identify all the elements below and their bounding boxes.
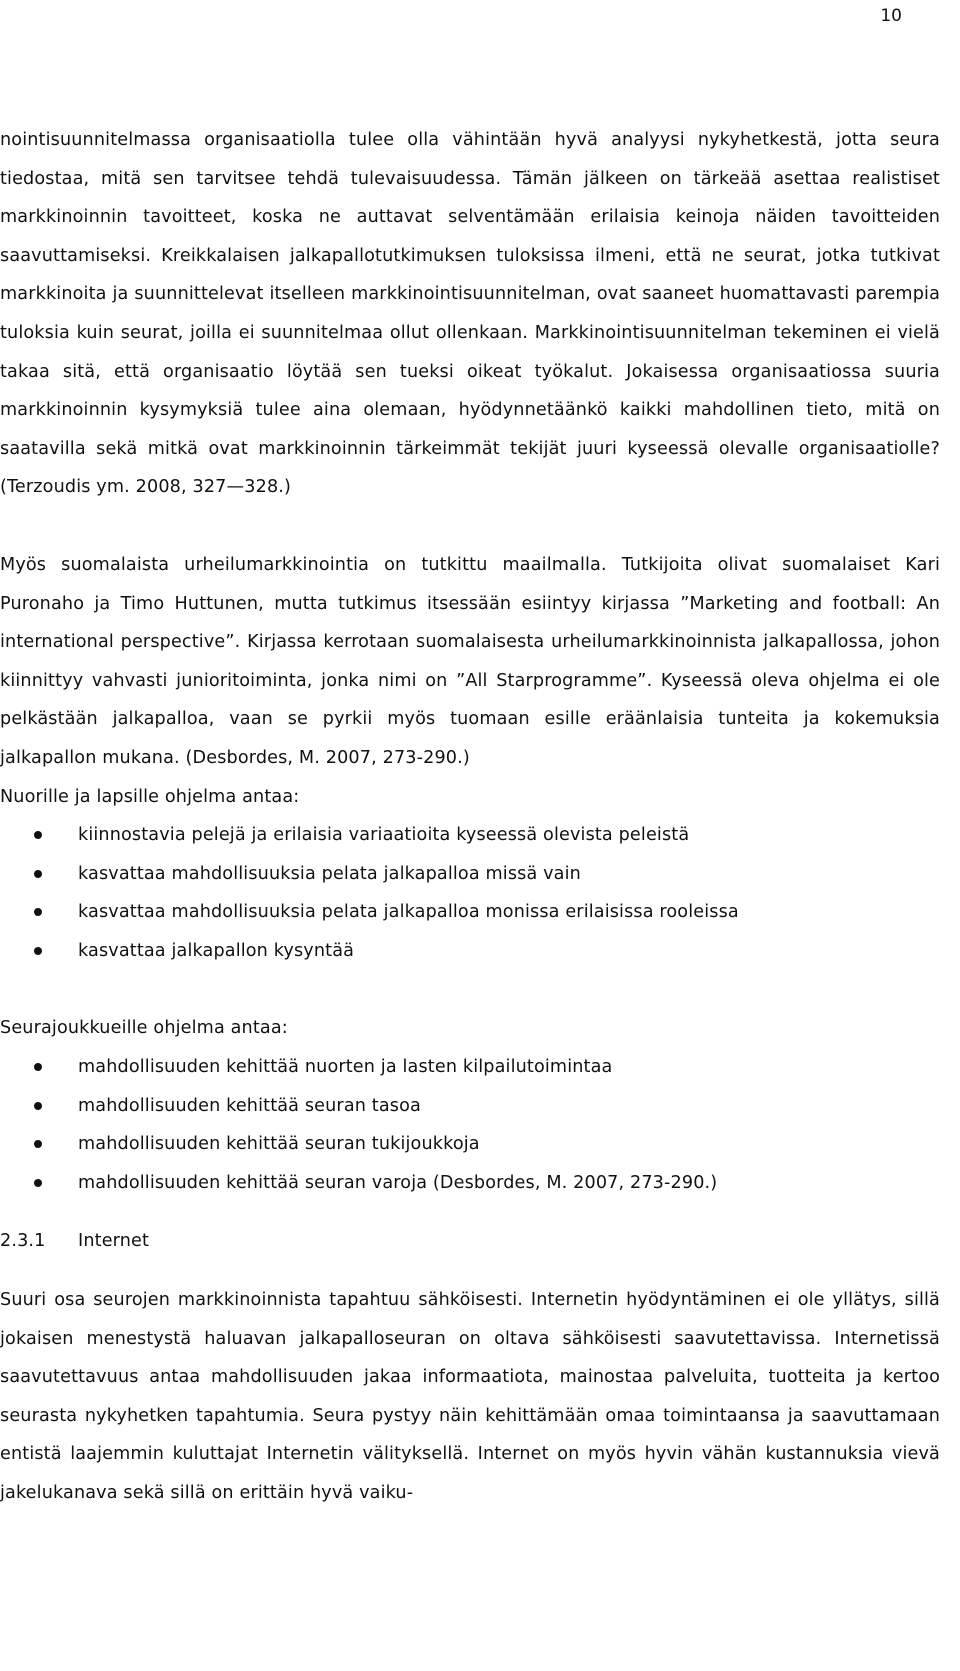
section-number: 2.3.1 [0, 1231, 46, 1252]
youth-benefits-list [0, 816, 940, 970]
document-body [0, 121, 940, 1513]
section-heading [0, 1222, 940, 1261]
list-item-text: mahdollisuuden kehittää seuran tukijoukkoja [78, 1134, 480, 1155]
list-item [0, 932, 940, 971]
bullet-icon [34, 1140, 42, 1148]
paragraph-spacer [0, 1202, 940, 1222]
list-intro-clubs: Seurajoukkueille ohjelma antaa: [0, 1018, 288, 1039]
list-item-text: kasvattaa jalkapallon kysyntää [78, 940, 355, 961]
bullet-icon [34, 870, 42, 878]
paragraph-spacer [0, 1261, 940, 1281]
list-item-text: kasvattaa mahdollisuuksia pelata jalkapalloa missä vain [78, 863, 581, 884]
paragraph-marketing-plan: nointisuunnitelmassa organisaatiolla tulee olla vähintään hyvä analyysi nykyhetkestä, jotta seura tiedostaa, mitä sen tarvitsee tehdä tulevaisuudessa. Tämän jälkeen on tärkeää asettaa realistiset markkinoinnin tavoitteet, koska ne auttavat selventämään erilaisia keinoja näiden tavoitteiden saavuttamiseksi. Kreikkalaisen jalkapallotutkimuksen tuloksissa ilmeni, että ne seurat, jotka tutkivat markkinoita ja suunnittelevat itselleen markkinointisuunnitelman, ovat saaneet huomattavasti parempia tuloksia kuin seurat, joilla ei suunnitelmaa ollut ollenkaan. Markkinointisuunnitelman tekeminen ei vielä takaa sitä, että organisaatio löytää sen tueksi oikeat työkalut. Jokaisessa organisaatiossa suuria markkinoinnin kysymyksiä tulee aina olemaan, hyödynnetäänkö kaikki mahdollinen tieto, mitä on saatavilla sekä mitkä ovat markkinoinnin tärkeimmät tekijät juuri kyseessä olevalle organisaatiolle?(Terzoudis ym. 2008, 327—328.) [0, 130, 940, 498]
paragraph-spacer [0, 507, 940, 546]
list-item [0, 1087, 940, 1126]
list-item-text: mahdollisuuden kehittää seuran varoja (Desbordes, M. 2007, 273-290.) [78, 1172, 718, 1193]
list-item [0, 1164, 940, 1203]
list-item [0, 1125, 940, 1164]
paragraph-finnish-marketing: Myös suomalaista urheilumarkkinointia on tutkittu maailmalla. Tutkijoita olivat suomalaiset Kari Puronaho ja Timo Huttunen, mutta tutkimus itsessään esiintyy kirjassa ”Marketing and football: An international perspective”. Kirjassa kerrotaan suomalaisesta urheilumarkkinoinnista jalkapallossa, johon kiinnittyy vahvasti junioritoiminta, jonka nimi on ”All Starprogramme”. Kyseessä oleva ohjelma ei ole pelkästään jalkapalloa, vaan se pyrkii myös tuomaan esille eräänlaisia tunteita ja kokemuksia jalkapallon mukana. (Desbordes, M. 2007, 273-290.) [0, 554, 940, 768]
page-number: 10 [880, 6, 902, 26]
list-item-text: mahdollisuuden kehittää seuran tasoa [78, 1095, 421, 1116]
list-item [0, 893, 940, 932]
bullet-icon [34, 1102, 42, 1110]
list-item [0, 855, 940, 894]
club-benefits-list [0, 1048, 940, 1202]
paragraph-internet: Suuri osa seurojen markkinoinnista tapahtuu sähköisesti. Internetin hyödyntäminen ei ole yllätys, sillä jokaisen menestystä haluavan jalkapalloseuran on oltava sähköisesti saavutettavissa. Internetissä saavutettavuus antaa mahdollisuuden jakaa informaatiota, mainostaa palveluita, tuotteita ja kertoo seurasta nykyhetken tapahtumia. Seura pystyy näin kehittämään omaa toimintaansa ja saavuttamaan entistä laajemmin kuluttajat Internetin välityksellä. Internet on myös hyvin vähän kustannuksia vievä jakelukanava sekä sillä on erittäin hyvä vaiku- [0, 1290, 940, 1503]
bullet-icon [34, 1179, 42, 1187]
list-item-text: kasvattaa mahdollisuuksia pelata jalkapalloa monissa erilaisissa rooleissa [78, 902, 739, 923]
bullet-icon [34, 1063, 42, 1071]
bullet-icon [34, 908, 42, 916]
list-item [0, 1048, 940, 1087]
bullet-icon [34, 947, 42, 955]
section-title: Internet [78, 1231, 150, 1252]
list-item-text: mahdollisuuden kehittää nuorten ja lasten kilpailutoimintaa [78, 1057, 613, 1078]
bullet-icon [34, 831, 42, 839]
list-intro-youth: Nuorille ja lapsille ohjelma antaa: [0, 786, 300, 807]
list-item [0, 816, 940, 855]
list-item-text: kiinnostavia pelejä ja erilaisia variaatioita kyseessä olevista peleistä [78, 825, 690, 846]
paragraph-spacer [0, 970, 940, 1009]
